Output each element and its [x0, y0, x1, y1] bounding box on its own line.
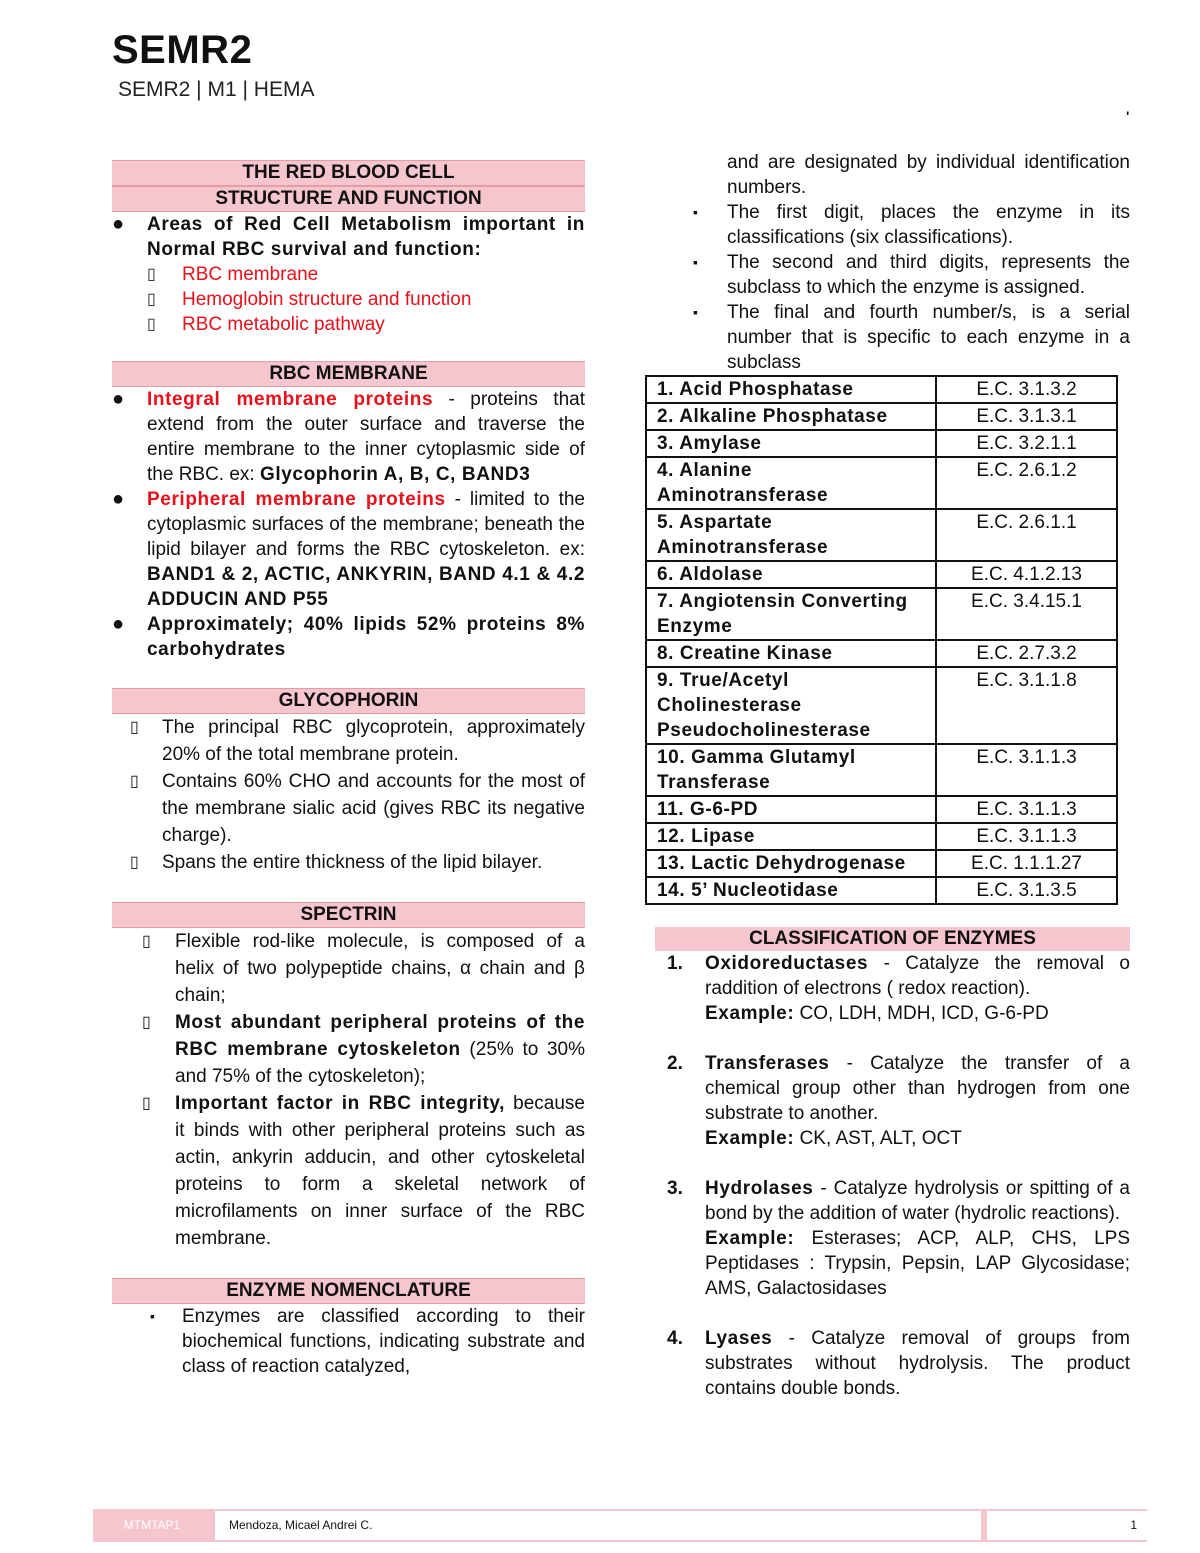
list-item [112, 1090, 585, 1252]
table-row [646, 376, 1117, 403]
right-column [645, 150, 1130, 1401]
peripheral-text: - limited to the cytoplasmic surfaces of the membrane; beneath the lipid bilayer and forms the RBC cytoskeleton. ex: [147, 489, 585, 560]
enzyme-name-cell: 3. Amylase [646, 430, 936, 457]
enzyme-ec-cell: E.C. 3.1.1.3 [936, 744, 1117, 796]
table-row [646, 823, 1117, 850]
box-bullet-icon: ▯ [130, 773, 139, 790]
table-row [646, 744, 1117, 796]
list-item [112, 212, 585, 337]
list-item [112, 612, 585, 662]
enzyme-name-cell: 10. Gamma Glutamyl Transferase [646, 744, 936, 796]
enzyme-ec-cell: E.C. 2.7.3.2 [936, 640, 1117, 667]
glycophorin-item: The principal RBC glycoprotein, approximately 20% of the total membrane protein. [162, 717, 585, 765]
square-bullet-icon: ▪ [150, 1308, 155, 1324]
class-description: - Catalyze the transfer of a chemical group other than hydrogen from one substrate to another. [705, 1053, 1130, 1124]
section-heading-red-blood-cell: THE RED BLOOD CELL [112, 160, 585, 186]
class-example: Esterases; ACP, ALP, CHS, LPS Peptidases : Trypsin, Pepsin, LAP Glycosidase; AMS, Galactosidases [705, 1228, 1130, 1299]
class-name: Lyases [705, 1328, 773, 1349]
section-heading-glycophorin: GLYCOPHORIN [112, 688, 585, 714]
section-heading-structure-function: STRUCTURE AND FUNCTION [112, 186, 585, 212]
integral-text: - proteins that extend from the outer surface and traverse the entire membrane to the inner cytoplasmic side of the RBC. ex: [147, 389, 585, 485]
item-number: 3. [667, 1178, 683, 1199]
list-item [112, 768, 585, 849]
enzyme-name-cell: 7. Angiotensin Converting Enzyme [646, 588, 936, 640]
glycophorin-list [112, 714, 585, 876]
rbc-area-item: RBC metabolic pathway [182, 314, 385, 335]
enzyme-ec-cell: E.C. 3.1.3.2 [936, 376, 1117, 403]
classification-list [645, 951, 1130, 1401]
table-row [646, 509, 1117, 561]
list-item [645, 300, 1130, 375]
enzyme-ec-cell: E.C. 3.1.1.3 [936, 823, 1117, 850]
bullet-icon: ● [112, 388, 125, 410]
class-name: Transferases [705, 1053, 830, 1074]
list-item [147, 262, 585, 287]
list-item [645, 250, 1130, 300]
list-item [112, 487, 585, 612]
class-name: Hydrolases [705, 1178, 814, 1199]
nomenclature-digits-list [645, 200, 1130, 375]
list-item [112, 849, 585, 876]
membrane-list [112, 387, 585, 662]
list-item [112, 714, 585, 768]
enzyme-ec-cell: E.C. 2.6.1.1 [936, 509, 1117, 561]
box-bullet-icon: ▯ [130, 719, 139, 736]
list-item [112, 928, 585, 1009]
spectrin-item-bold: Important factor in RBC integrity, [175, 1093, 506, 1114]
enzyme-name-cell: 9. True/Acetyl Cholinesterase Pseudocholinesterase [646, 667, 936, 744]
list-item [112, 1009, 585, 1090]
enzyme-name-cell: 4. Alanine Aminotransferase [646, 457, 936, 509]
square-bullet-icon: ▪ [693, 254, 698, 270]
enzyme-ec-cell: E.C. 4.1.2.13 [936, 561, 1117, 588]
document-title: SEMR2 [112, 28, 253, 72]
bullet-icon: ● [112, 488, 125, 510]
enzyme-table [645, 375, 1118, 905]
box-bullet-icon: ▯ [142, 1095, 151, 1112]
rbc-metabolism-list [112, 212, 585, 337]
enzyme-ec-cell: E.C. 3.2.1.1 [936, 430, 1117, 457]
enzyme-name-cell: 11. G-6-PD [646, 796, 936, 823]
enzyme-ec-cell: E.C. 3.1.1.3 [936, 796, 1117, 823]
section-heading-rbc-membrane: RBC MEMBRANE [112, 361, 585, 387]
enzyme-name-cell: 8. Creatine Kinase [646, 640, 936, 667]
classification-item [645, 1326, 1130, 1401]
glycophorin-item: Contains 60% CHO and accounts for the most of the membrane sialic acid (gives RBC its negative charge). [162, 771, 585, 846]
peripheral-label: Peripheral membrane proteins [147, 489, 446, 510]
table-row [646, 877, 1117, 904]
rbc-area-item: RBC membrane [182, 264, 319, 285]
section-heading-classification: CLASSIFICATION OF ENZYMES [655, 927, 1130, 951]
enzyme-ec-cell: E.C. 3.1.3.1 [936, 403, 1117, 430]
enzyme-name-cell: 5. Aspartate Aminotransferase [646, 509, 936, 561]
square-bullet-icon: ▪ [693, 304, 698, 320]
table-row [646, 457, 1117, 509]
enzyme-ec-cell: E.C. 3.1.1.8 [936, 667, 1117, 744]
table-row [646, 403, 1117, 430]
spectrin-item: Flexible rod-like molecule, is composed of a helix of two polypeptide chains, α chain and β chain; [175, 931, 585, 1006]
nomenclature-list [112, 1304, 585, 1379]
footer-page-number: 1 [985, 1509, 1147, 1542]
classification-item [645, 951, 1130, 1026]
spectrin-item-bold: Most abundant peripheral proteins of the RBC membrane cytoskeleton [175, 1012, 585, 1060]
enzyme-ec-cell: E.C. 2.6.1.2 [936, 457, 1117, 509]
spectrin-item-text: (25% to 30% and 75% of the cytoskeleton); [175, 1039, 585, 1087]
bullet-icon: ● [112, 613, 125, 635]
table-row [646, 796, 1117, 823]
box-bullet-icon: ▯ [130, 854, 139, 871]
bullet-icon: ● [112, 213, 125, 235]
enzyme-name-cell: 12. Lipase [646, 823, 936, 850]
table-row [646, 640, 1117, 667]
digit-rule: The first digit, places the enzyme in its classifications (six classifications). [727, 202, 1130, 248]
section-heading-enzyme-nomenclature: ENZYME NOMENCLATURE [112, 1278, 585, 1304]
enzyme-name-cell: 2. Alkaline Phosphatase [646, 403, 936, 430]
composition-text: Approximately; 40% lipids 52% proteins 8% carbohydrates [147, 614, 585, 660]
class-example: CK, AST, ALT, OCT [794, 1128, 962, 1149]
class-description: - Catalyze removal of groups from substrates without hydrolysis. The product contains double bonds. [705, 1328, 1130, 1399]
enzyme-name-cell: 6. Aldolase [646, 561, 936, 588]
example-label: Example: [705, 1128, 795, 1149]
class-example: CO, LDH, MDH, ICD, G-6-PD [794, 1003, 1049, 1024]
spectrin-item-text: because it binds with other peripheral proteins such as actin, ankyrin adducin, and other cytoskeletal proteins to form a skeletal network of microfilaments on inner surface of the RBC membrane. [175, 1093, 585, 1249]
stray-mark: ' [1126, 108, 1130, 124]
page-footer [93, 1509, 1147, 1542]
item-number: 1. [667, 953, 683, 974]
list-item [112, 387, 585, 487]
list-item [645, 200, 1130, 250]
table-row [646, 850, 1117, 877]
nomenclature-item: Enzymes are classified according to their biochemical functions, indicating substrate and class of reaction catalyzed, [182, 1306, 585, 1377]
left-column [112, 160, 585, 1379]
peripheral-example: BAND1 & 2, ACTIC, ANKYRIN, BAND 4.1 & 4.2 ADDUCIN AND P55 [147, 564, 585, 610]
item-number: 2. [667, 1053, 683, 1074]
rbc-areas-list [147, 262, 585, 337]
section-heading-spectrin: SPECTRIN [112, 902, 585, 928]
footer-course: MTMTAP1 [93, 1509, 211, 1542]
item-number: 4. [667, 1328, 683, 1349]
example-label: Example: [705, 1003, 795, 1024]
rbc-area-item: Hemoglobin structure and function [182, 289, 472, 310]
rbc-intro-text: Areas of Red Cell Metabolism important in Normal RBC survival and function: [147, 214, 585, 260]
footer-author: Mendoza, Micael Andrei C. [215, 1509, 981, 1542]
box-bullet-icon: ▯ [147, 316, 156, 333]
box-bullet-icon: ▯ [142, 1014, 151, 1031]
class-description: - Catalyze the removal o raddition of electrons ( redox reaction). [705, 953, 1130, 999]
nomenclature-continuation: and are designated by individual identification numbers. [727, 152, 1130, 198]
table-row [646, 430, 1117, 457]
square-bullet-icon: ▪ [693, 204, 698, 220]
classification-item [645, 1051, 1130, 1151]
class-description: - Catalyze hydrolysis or spitting of a bond by the addition of water (hydrolic reactions). [705, 1178, 1130, 1224]
enzyme-name-cell: 14. 5’ Nucleotidase [646, 877, 936, 904]
table-row [646, 588, 1117, 640]
box-bullet-icon: ▯ [142, 933, 151, 950]
list-item [112, 1304, 585, 1379]
digit-rule: The final and fourth number/s, is a serial number that is specific to each enzyme in a subclass [727, 302, 1130, 373]
digit-rule: The second and third digits, represents the subclass to which the enzyme is assigned. [727, 252, 1130, 298]
table-row [646, 561, 1117, 588]
box-bullet-icon: ▯ [147, 291, 156, 308]
enzyme-name-cell: 1. Acid Phosphatase [646, 376, 936, 403]
class-name: Oxidoreductases [705, 953, 869, 974]
box-bullet-icon: ▯ [147, 266, 156, 283]
integral-example: Glycophorin A, B, C, BAND3 [260, 464, 531, 485]
glycophorin-item: Spans the entire thickness of the lipid bilayer. [162, 852, 543, 873]
enzyme-ec-cell: E.C. 3.4.15.1 [936, 588, 1117, 640]
classification-item [645, 1176, 1130, 1301]
example-label: Example: [705, 1228, 795, 1249]
spectrin-list [112, 928, 585, 1252]
list-item [147, 287, 585, 312]
enzyme-name-cell: 13. Lactic Dehydrogenase [646, 850, 936, 877]
document-subtitle: SEMR2 | M1 | HEMA [118, 78, 315, 101]
table-row [646, 667, 1117, 744]
enzyme-ec-cell: E.C. 3.1.3.5 [936, 877, 1117, 904]
integral-label: Integral membrane proteins [147, 389, 434, 410]
list-item [147, 312, 585, 337]
enzyme-ec-cell: E.C. 1.1.1.27 [936, 850, 1117, 877]
